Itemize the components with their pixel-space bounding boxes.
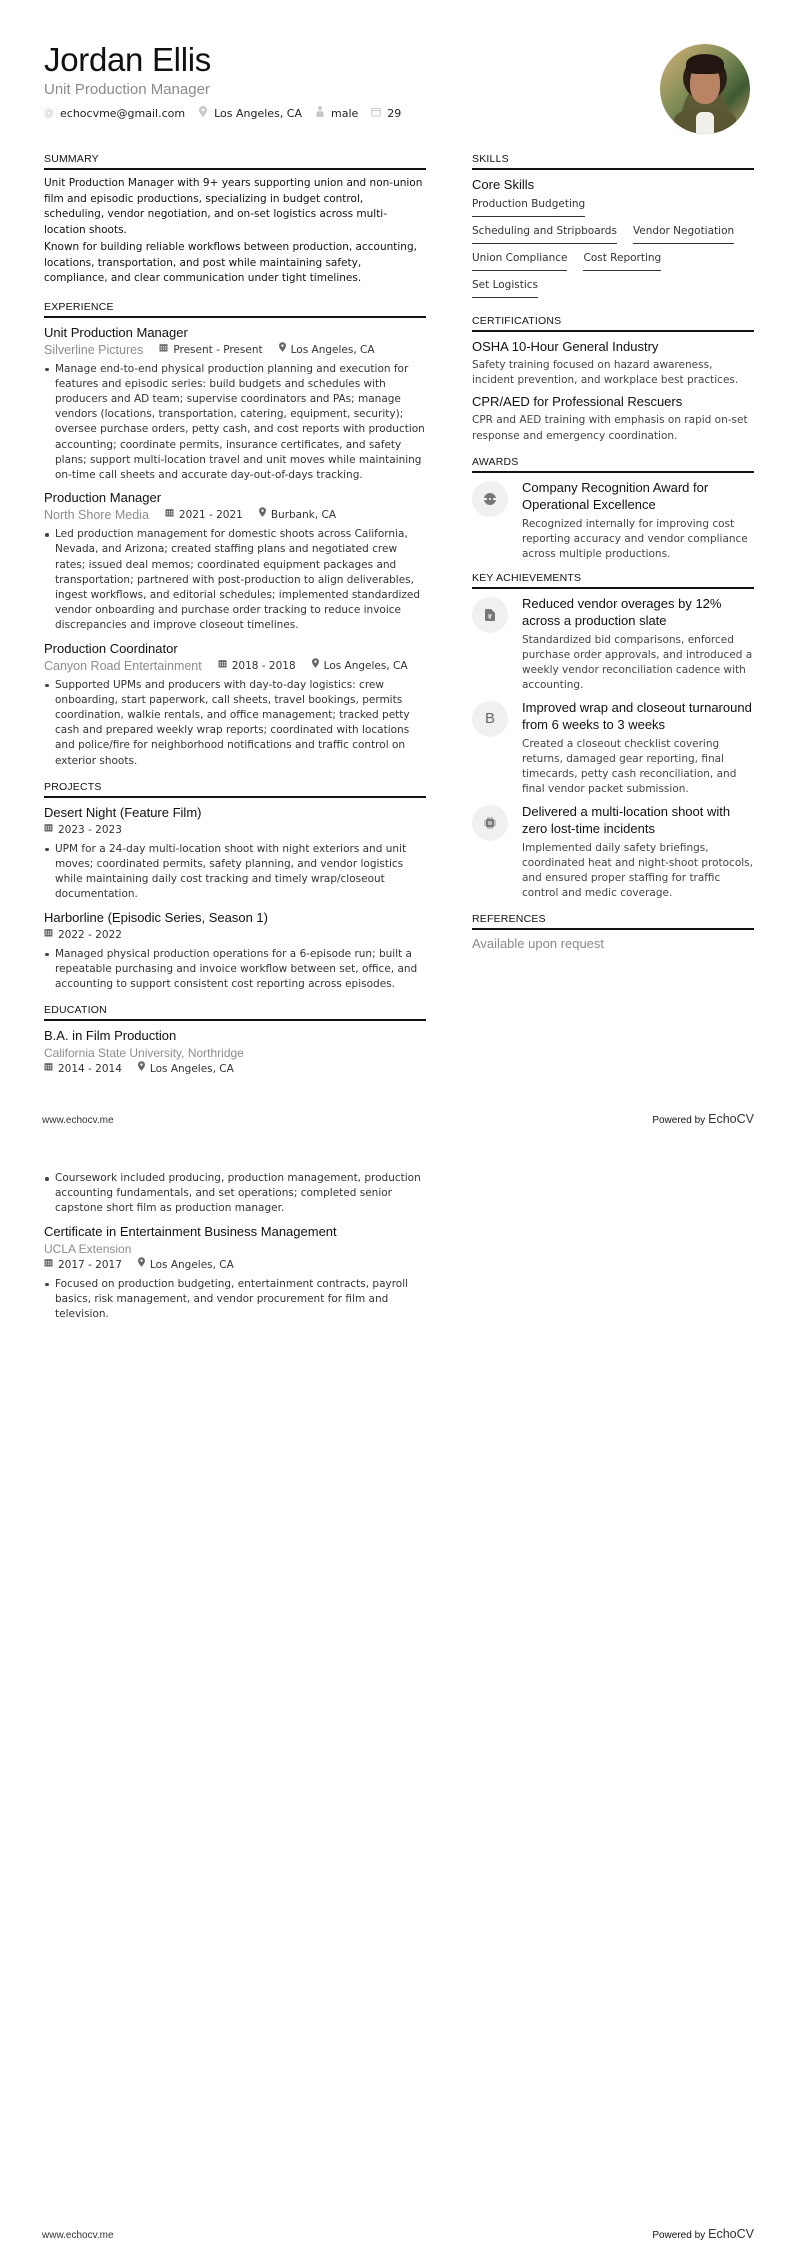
project-bullets: [44, 947, 426, 993]
project-entry: [44, 804, 426, 903]
contact-email[interactable]: [44, 107, 185, 120]
brand-logo: EchoCV: [708, 2227, 754, 2241]
education-section: [44, 1004, 426, 1078]
skill-tag: Vendor Negotiation: [633, 224, 734, 244]
job-bullets: [44, 362, 426, 484]
education-location: Los Angeles, CA: [138, 1257, 234, 1274]
resume-header: [44, 40, 664, 120]
page-footer: [42, 2225, 754, 2243]
section-heading: PROJECTS: [44, 781, 426, 798]
achievements-section: [472, 572, 754, 901]
job-location: Los Angeles, CA: [279, 342, 375, 359]
bullet-item: Focused on production budgeting, entertainment contracts, payroll basics, risk management, and vendor procurement for film and television.: [44, 1277, 426, 1323]
achievement-entry: [472, 803, 754, 901]
job-title: Production Coordinator: [44, 640, 178, 656]
bullet-item: Led production management for domestic shoots across California, Nevada, and Arizona; created staffing plans and negotiated crew rates; issued deal memos; coordinated equipment packages and transportation; partnered with post-production to align deliverables, ingest workflows, and editorial schedules; implemented standardized vendor onboarding and purchase order tracking to reduce invoice discrepancies and improve closeout timelines.: [44, 527, 426, 633]
education-bullets: [44, 1171, 426, 1217]
calendar-icon: [159, 342, 168, 359]
chip-icon: [472, 805, 508, 841]
powered-by: Powered by EchoCV: [652, 2227, 754, 2241]
section-heading: AWARDS: [472, 456, 754, 473]
map-pin-icon: [138, 1061, 145, 1078]
job-title: Production Manager: [44, 490, 162, 506]
calendar-icon: [44, 822, 53, 839]
map-pin-icon: [279, 342, 286, 359]
achievement-title: Reduced vendor overages by 12% across a production slate: [522, 595, 722, 628]
resume-page-2: [0, 1123, 794, 2246]
references-section: [472, 913, 754, 951]
contact-row: [44, 106, 664, 120]
award-title: Company Recognition Award for Operational Excellence: [522, 479, 709, 512]
document-icon: [472, 597, 508, 633]
job-bullets: [44, 527, 426, 633]
awards-section: [472, 456, 754, 562]
contact-age: [371, 107, 401, 120]
gender-text: male: [331, 106, 359, 120]
experience-entry: [44, 324, 426, 484]
job-dates: 2021 - 2021: [165, 507, 243, 524]
references-text: Available upon request: [472, 935, 605, 951]
more-dots-icon: [472, 481, 508, 517]
project-dates: 2023 - 2023: [44, 822, 122, 839]
cert-description: CPR and AED training with emphasis on rapid on-set response and emergency coordination.: [472, 414, 748, 442]
achievement-title: Delivered a multi-location shoot with zero lost-time incidents: [522, 803, 731, 836]
bullet-item: Managed physical production operations for a 6-episode run; built a repeatable purchasing and invoice workflow between set, office, and accounting to support consistent cost reporting across episodes.: [44, 947, 426, 993]
job-dates: 2018 - 2018: [218, 658, 296, 675]
achievement-description: Implemented daily safety briefings, coordinated heat and night-shoot protocols, and ensured proper staffing for traffic control and medic coverage.: [522, 841, 753, 899]
award-description: Recognized internally for improving cost reporting accuracy and vendor compliance across multiple productions.: [522, 517, 748, 560]
right-column: [472, 153, 754, 951]
project-bullets: [44, 842, 426, 903]
project-meta: [44, 822, 426, 839]
skills-group-title: Core Skills: [472, 177, 535, 192]
education-entry: [44, 1027, 426, 1078]
age-text: 29: [387, 106, 402, 120]
job-location: Burbank, CA: [259, 507, 336, 524]
job-meta: [44, 342, 426, 359]
education-dates: 2014 - 2014: [44, 1061, 122, 1078]
bullet-item: UPM for a 24-day multi-location shoot with night exteriors and unit moves; coordinated permits, safety planning, and vendor logistics while maintaining daily cost tracking and timely wrap/closeout documentation.: [44, 842, 426, 903]
left-column: [44, 153, 426, 1084]
school-name: California State University, Northridge: [44, 1046, 244, 1061]
job-meta: [44, 658, 426, 675]
calendar-icon: [44, 1061, 53, 1078]
achievement-entry: [472, 595, 754, 693]
calendar-icon: [44, 1257, 53, 1274]
at-icon: @: [44, 107, 54, 119]
map-pin-icon: [198, 106, 208, 120]
summary-paragraph: Known for building reliable workflows between production, accounting, locations, transportation, and post while maintaining safety, compliance, and clear communication under tight timelines.: [44, 241, 417, 284]
contact-location: [198, 106, 302, 120]
experience-section: [44, 301, 426, 769]
section-heading: EDUCATION: [44, 1004, 426, 1021]
bullet-item: Supported UPMs and producers with day-to-day logistics: crew onboarding, start paperwork, call sheets, travel bookings, permits coordination, walkie rentals, and office management; tracked petty cash and prepared weekly wrap reports; coordinated with locations and police/fire for neighborhood notifications and traffic control on exterior shoots.: [44, 678, 426, 769]
footer-site-link[interactable]: www.echocv.me: [42, 2230, 114, 2241]
job-location: Los Angeles, CA: [312, 658, 408, 675]
location-text: Los Angeles, CA: [214, 106, 303, 120]
bullet-item: Coursework included producing, production management, production accounting fundamentals, and set operations; completed senior capstone short film as production manager.: [44, 1171, 426, 1217]
cert-title: CPR/AED for Professional Rescuers: [472, 394, 683, 410]
company-name: Silverline Pictures: [44, 342, 144, 357]
left-column-continued: [44, 1171, 426, 1328]
map-pin-icon: [138, 1257, 145, 1274]
calendar-icon: [371, 107, 381, 120]
education-dates: 2017 - 2017: [44, 1257, 122, 1274]
project-title: Harborline (Episodic Series, Season 1): [44, 909, 268, 925]
email-text: echocvme@gmail.com: [60, 106, 186, 120]
section-heading: REFERENCES: [472, 913, 754, 930]
section-heading: KEY ACHIEVEMENTS: [472, 572, 754, 589]
map-pin-icon: [259, 507, 266, 524]
award-entry: [472, 479, 754, 562]
letter-b-icon: B: [472, 701, 508, 737]
avatar: [660, 44, 750, 134]
skills-section: [472, 153, 754, 305]
experience-entry: [44, 640, 426, 769]
summary-paragraph: Unit Production Manager with 9+ years supporting union and non-union film and episodic productions, specializing in budget control, scheduling, vendor negotiation, and on-set logistics across multi-location shoots.: [44, 177, 423, 236]
education-meta: [44, 1257, 426, 1274]
project-entry: [44, 909, 426, 993]
calendar-icon: [44, 927, 53, 944]
education-meta: [44, 1061, 426, 1078]
contact-gender: [315, 106, 358, 120]
cert-description: Safety training focused on hazard awareness, incident prevention, and workplace best practices.: [472, 359, 739, 387]
section-heading: CERTIFICATIONS: [472, 315, 754, 332]
job-bullets: [44, 678, 426, 769]
section-heading: EXPERIENCE: [44, 301, 426, 318]
company-name: North Shore Media: [44, 508, 149, 523]
calendar-icon: [165, 507, 174, 524]
map-pin-icon: [312, 658, 319, 675]
skill-tag: Set Logistics: [472, 278, 538, 298]
project-meta: [44, 927, 426, 944]
section-heading: SKILLS: [472, 153, 754, 170]
education-bullets: [44, 1277, 426, 1323]
bullet-item: Manage end-to-end physical production planning and execution for features and episodic series: build budgets and schedules with producers and AD team; supervise coordinators and PAs; manage vendors (locations, transportation, catering, equipment, security); oversee purchase orders, petty cash, and cost reports with production accounting; coordinate permits, insurance certificates, and safety plans; support multi-location travel and unit moves while maintaining on-time call sheets and accurate day-out-of-days tracking.: [44, 362, 426, 484]
experience-entry: [44, 489, 426, 633]
brand-logo: EchoCV: [708, 1112, 754, 1126]
achievement-description: Created a closeout checklist covering returns, damaged gear reporting, final timecards, petty cash reconciliation, and final vendor packet submission.: [522, 737, 737, 795]
candidate-title: Unit Production Manager: [44, 81, 210, 98]
certifications-section: [472, 315, 754, 444]
achievement-title: Improved wrap and closeout turnaround from 6 weeks to 3 weeks: [522, 699, 752, 732]
projects-section: [44, 781, 426, 992]
project-dates: 2022 - 2022: [44, 927, 122, 944]
achievement-entry: [472, 699, 754, 797]
person-icon: [315, 106, 325, 120]
section-heading: SUMMARY: [44, 153, 426, 170]
powered-by: Powered by EchoCV: [652, 1112, 754, 1126]
degree-title: Certificate in Entertainment Business Management: [44, 1223, 337, 1239]
cert-title: OSHA 10-Hour General Industry: [472, 339, 659, 354]
achievement-description: Standardized bid comparisons, enforced purchase order approvals, and introduced a weekly vendor reconciliation cadence with accounting.: [522, 633, 753, 691]
education-location: Los Angeles, CA: [138, 1061, 234, 1078]
skill-tags: [472, 197, 754, 305]
skill-tag: Union Compliance: [472, 251, 567, 271]
project-title: Desert Night (Feature Film): [44, 804, 202, 820]
candidate-name: Jordan Ellis: [44, 41, 211, 78]
summary-section: [44, 153, 426, 287]
school-name: UCLA Extension: [44, 1241, 132, 1256]
calendar-icon: [218, 658, 227, 675]
education-entry: [44, 1223, 426, 1323]
company-name: Canyon Road Entertainment: [44, 658, 202, 673]
job-meta: [44, 507, 426, 524]
job-dates: Present - Present: [159, 342, 262, 359]
footer-site-link[interactable]: www.echocv.me: [42, 1115, 114, 1126]
job-title: Unit Production Manager: [44, 324, 188, 340]
skill-tag: Cost Reporting: [583, 251, 661, 271]
skill-tag: Production Budgeting: [472, 197, 585, 217]
skill-tag: Scheduling and Stripboards: [472, 224, 617, 244]
education-entry-continued: [44, 1171, 426, 1217]
degree-title: B.A. in Film Production: [44, 1028, 177, 1044]
